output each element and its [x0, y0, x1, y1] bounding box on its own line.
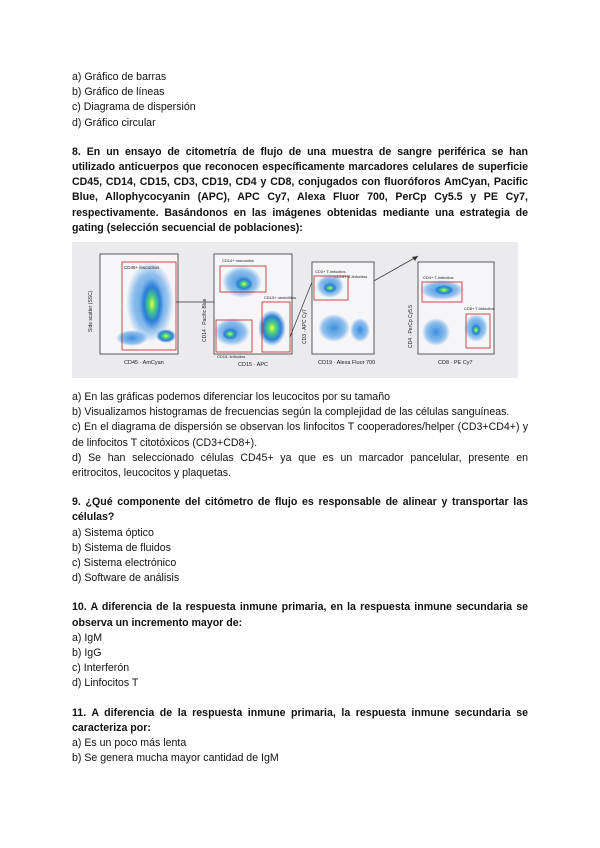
option: a) IgM: [72, 631, 103, 644]
option: c) Interferón: [72, 662, 130, 675]
gate-label: CD19+ B-linfocitos: [334, 274, 368, 280]
gate-label: CD15+ neutrófilos: [264, 295, 297, 301]
plot-cd19-cd3: [302, 262, 375, 366]
option: d) Se han seleccionado células CD45+ ya que es un marcador pancelular, presente en eritrocitos, leucocitos y plaquetas.: [72, 451, 528, 480]
option: a) Gráfico de barras: [72, 71, 167, 83]
question-stem: 8. En un ensayo de citometría de flujo de una muestra de sangre periférica se han utilizado anticuerpos que reconocen específicamente marcadores celulares de superficie CD45, CD14, CD15, CD3, CD19, CD4 y CD8, conjugados con fluoróforos AmCyan, Pacific Blue, Allophycocyanin (APC), APC Cy7, Alexa Fluor 700, PerCp Cy5.5 y PE Cy7, respectivamente. Basándonos en las imágenes obtenidas mediante una estrategia de gating (selección secuencial de poblaciones):: [72, 145, 528, 234]
option: b) Visualizamos histogramas de frecuencias según la complejidad de las células sanguíneas.: [72, 406, 510, 419]
plot-cd45-ssc: [88, 254, 178, 366]
flow-cytometry-figure: [72, 242, 518, 378]
x-axis-label: CD19 · Alexa Fluor 700: [318, 360, 376, 367]
option: c) Sistema electrónico: [72, 557, 177, 570]
option: a) Es un poco más lenta: [72, 737, 187, 750]
gate-label: CD15- linfocitos: [217, 354, 246, 360]
option: c) En el diagrama de dispersión se observan los linfocitos T cooperadores/helper (CD3+CD4+) y de linfocitos T citotóxicos (CD3+CD8+).: [72, 421, 528, 449]
plot-cd15-cd14: [202, 254, 296, 368]
question-stem: 11. A diferencia de la respuesta inmune primaria, la respuesta inmune secundaria se caracteriza por:: [72, 706, 528, 734]
y-axis-label: Side scatter (SSC): [88, 290, 94, 333]
option: a) En las gráficas podemos diferenciar los leucocitos por su tamaño: [72, 391, 390, 404]
q7-options: [72, 70, 528, 131]
question-9: [72, 495, 528, 586]
option: b) Gráfico de líneas: [72, 86, 165, 99]
question-stem: 9. ¿Qué componente del citómetro de flujo es responsable de alinear y transportar las células?: [72, 496, 528, 524]
gate-label: CD3+ T-linfocitos: [315, 269, 346, 275]
gate-label: CD8+ T-linfocitos: [464, 306, 495, 312]
x-axis-label: CD15 · APC: [238, 362, 268, 369]
option: c) Diagrama de dispersión: [72, 101, 196, 114]
gate-label: CD14+ monocitos: [222, 258, 254, 264]
exam-page: [72, 70, 528, 767]
y-axis-label: CD3 · APC Cy7: [302, 309, 308, 345]
x-axis-label: CD45 · AmCyan: [124, 360, 164, 367]
option: a) Sistema óptico: [72, 526, 154, 539]
gating-arrows: [176, 256, 418, 337]
question-11: [72, 706, 528, 767]
plot-cd8-cd4: [408, 262, 495, 366]
question-8: [72, 145, 528, 481]
gate-label: CD45+ leucocitos: [124, 265, 160, 271]
question-stem: 10. A diferencia de la respuesta inmune primaria, en la respuesta inmune secundaria se observa un incremento mayor de:: [72, 601, 528, 629]
y-axis-label: CD4 · PerCp Cy5.5: [408, 304, 414, 349]
x-axis-label: CD8 · PE Cy7: [438, 360, 473, 367]
option: b) Sistema de fluidos: [72, 541, 171, 554]
option: d) Gráfico circular: [72, 116, 156, 129]
option: d) Software de análisis: [72, 572, 180, 585]
y-axis-label: CD14 · Pacific Blue: [202, 298, 208, 343]
gating-plots: [72, 242, 518, 378]
option: b) Se genera mucha mayor cantidad de IgM: [72, 752, 279, 765]
gate-label: CD4+ T-linfocitos: [423, 275, 454, 281]
option: b) IgG: [72, 647, 102, 660]
question-10: [72, 600, 528, 691]
option: d) Linfocitos T: [72, 677, 139, 690]
